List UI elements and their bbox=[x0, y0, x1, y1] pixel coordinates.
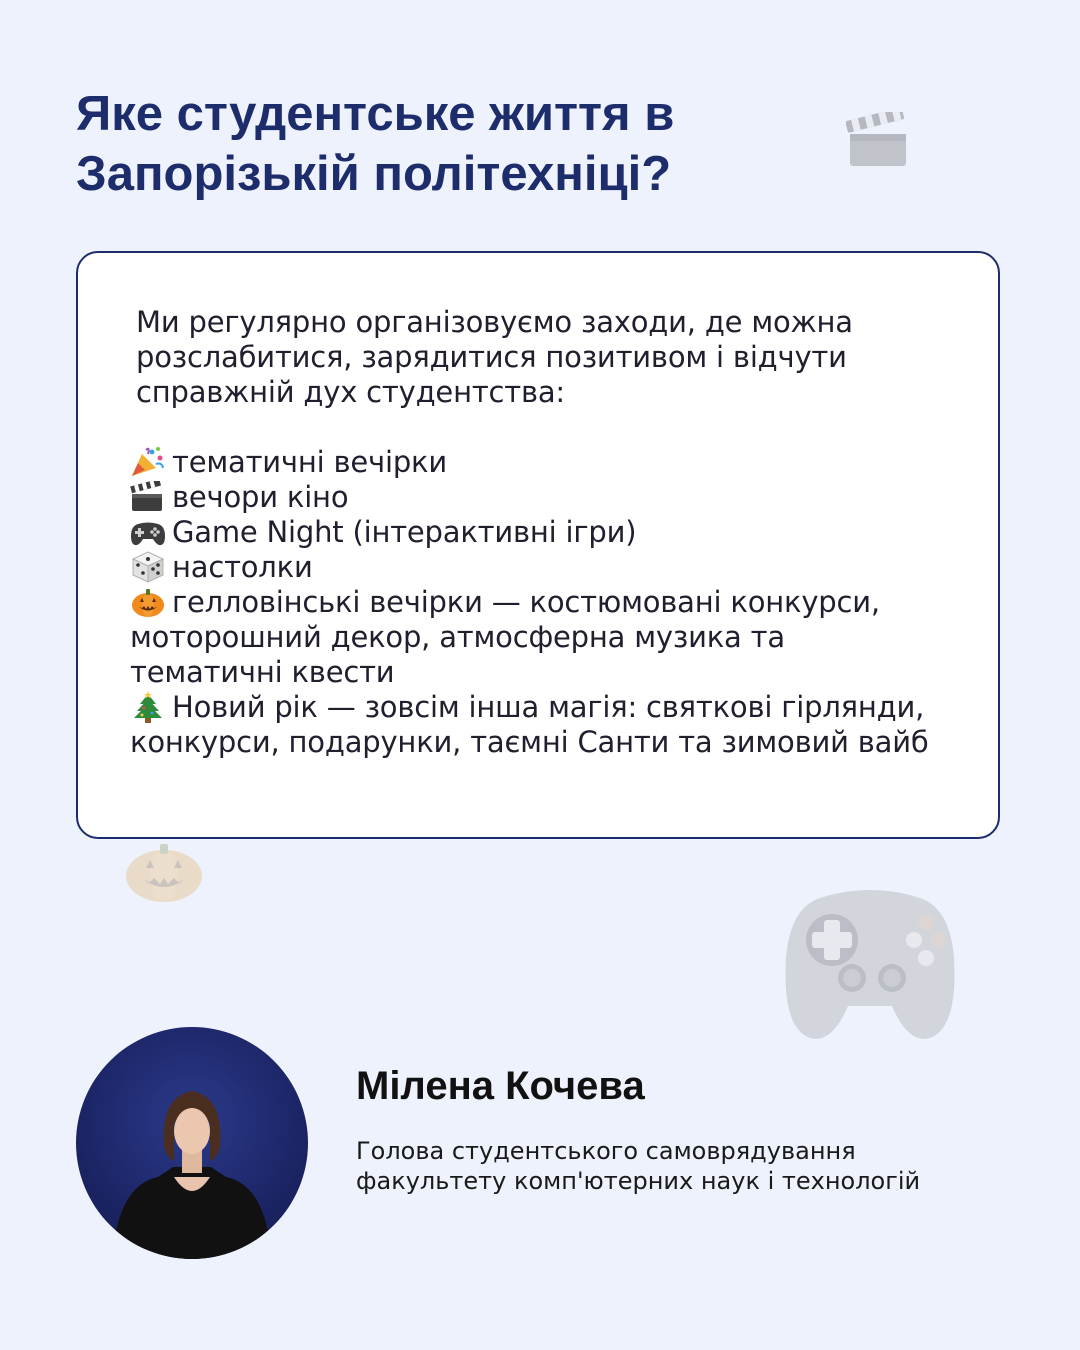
christmas-tree-icon bbox=[130, 691, 166, 723]
list-item bbox=[130, 445, 942, 480]
pumpkin-decor-icon bbox=[122, 838, 206, 904]
list-item-text: тематичні вечірки bbox=[172, 445, 447, 479]
events-list bbox=[130, 445, 942, 760]
list-item bbox=[130, 550, 942, 585]
dice-icon bbox=[130, 551, 166, 583]
list-item-text: вечори кіно bbox=[172, 480, 349, 514]
events-card bbox=[76, 251, 1000, 839]
clapperboard-decor-icon bbox=[846, 112, 912, 170]
list-item bbox=[130, 515, 942, 550]
avatar bbox=[76, 1027, 308, 1259]
list-item bbox=[130, 690, 942, 760]
person-role: Голова студентського самоврядування факультету комп'ютерних наук і технологій bbox=[356, 1137, 921, 1195]
list-item-text: Game Night (інтерактивні ігри) bbox=[172, 515, 637, 549]
game-controller-icon bbox=[130, 516, 166, 548]
clapperboard-icon bbox=[130, 481, 166, 513]
list-item bbox=[130, 585, 942, 690]
pumpkin-icon bbox=[130, 586, 166, 618]
person-photo bbox=[76, 1027, 308, 1259]
page-title: Яке студентське життя в Запорізькій політехніці? bbox=[76, 87, 675, 201]
list-item-text: гелловінські вечірки — костюмовані конкурси, моторошний декор, атмосферна музика та тематичні квести bbox=[130, 585, 880, 689]
list-item bbox=[130, 480, 942, 515]
list-item-text: Новий рік — зовсім інша магія: святкові гірлянди, конкурси, подарунки, таємні Санти та зимовий вайб bbox=[130, 690, 929, 759]
list-item-text: настолки bbox=[172, 550, 313, 584]
card-intro: Ми регулярно організовуємо заходи, де можна розслабитися, зарядитися позитивом і відчути справжній дух студентства: bbox=[136, 305, 853, 409]
gamepad-decor-icon bbox=[780, 878, 960, 1048]
party-popper-icon bbox=[130, 446, 166, 478]
person-name: Мілена Кочева bbox=[356, 1064, 645, 1108]
